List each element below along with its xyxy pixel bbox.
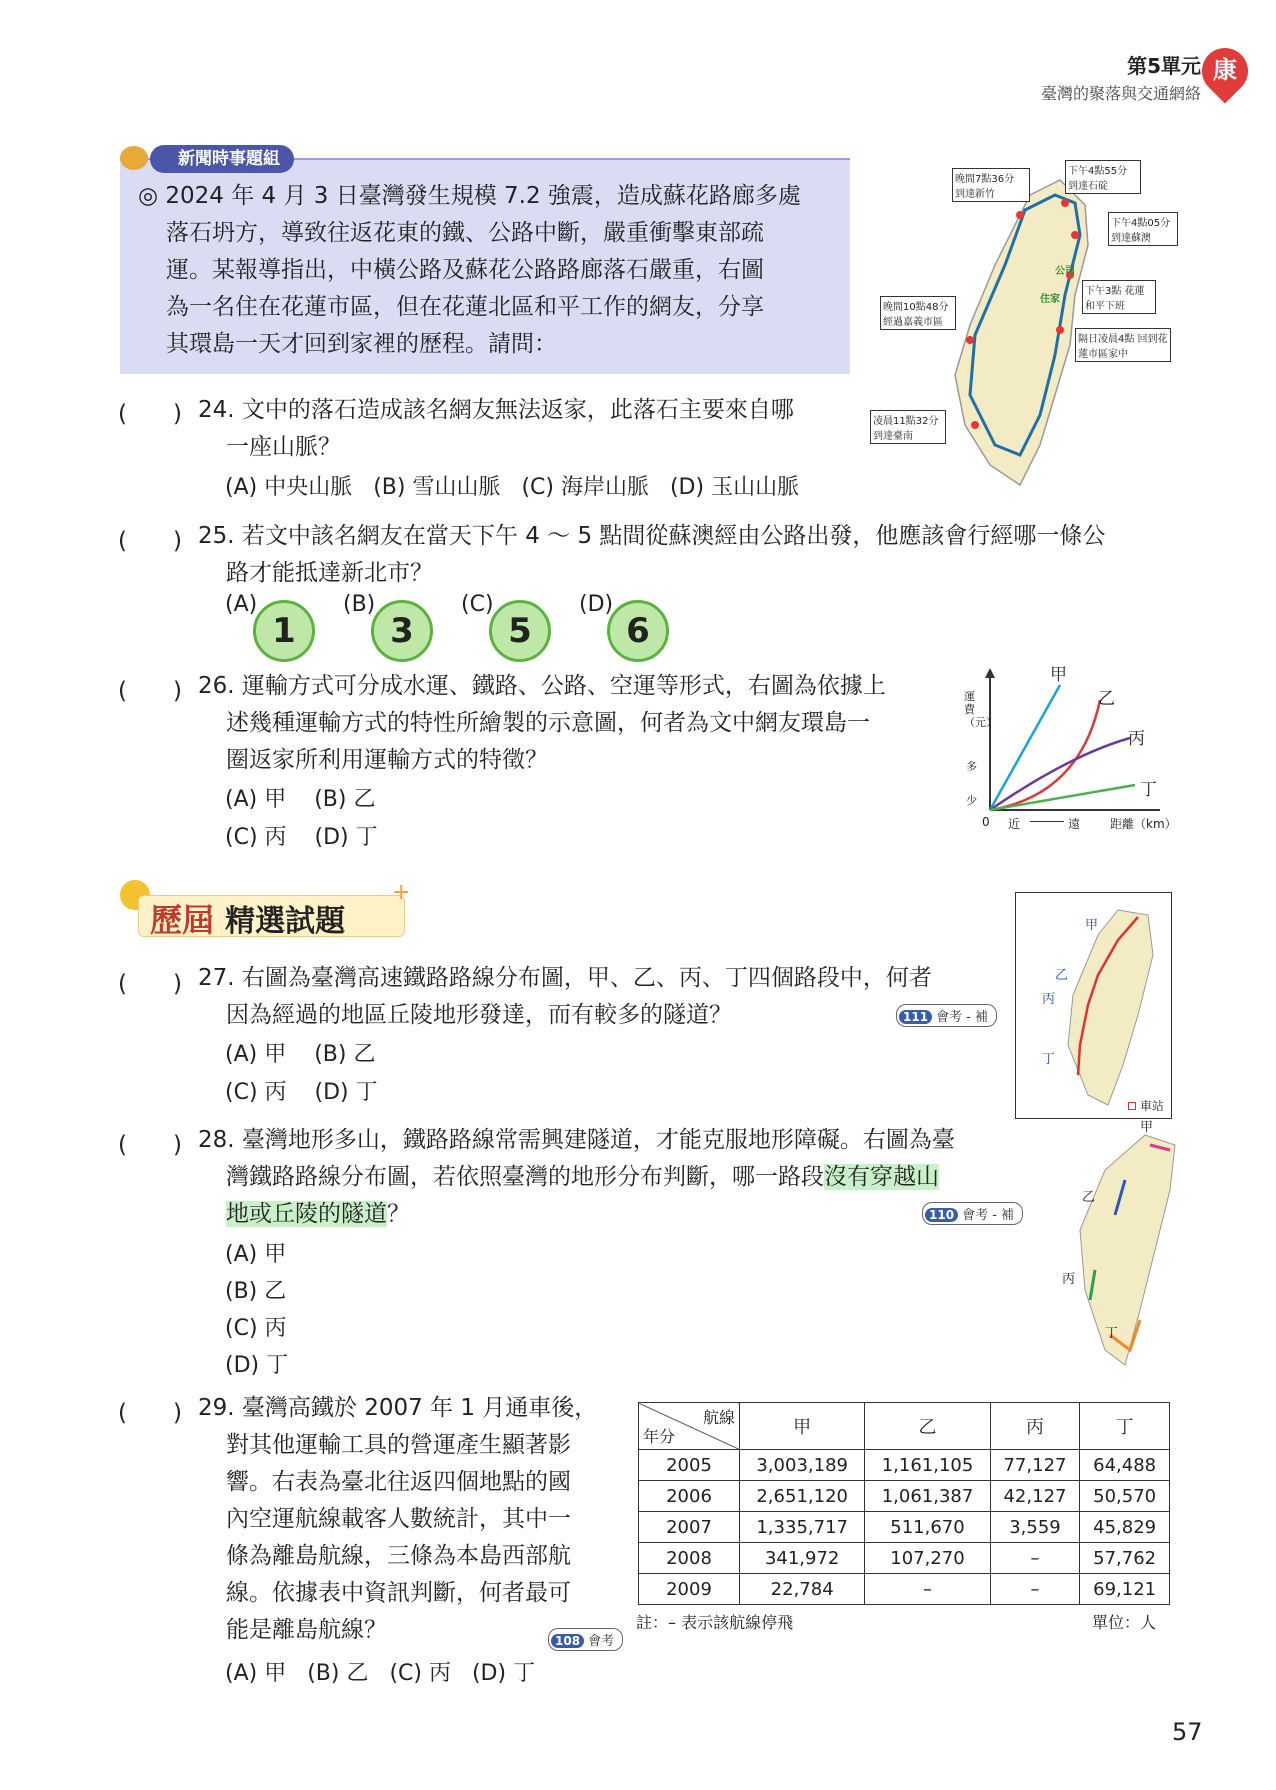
map-label: 丙 [1042, 992, 1056, 1007]
column-header: 丁 [1080, 1403, 1170, 1450]
map-label: 丁 [1105, 1326, 1119, 1341]
legend-text: 車站 [1139, 1099, 1164, 1113]
table-cell: 50,570 [1080, 1481, 1170, 1512]
table-cell: 3,003,189 [740, 1450, 865, 1481]
stop-dot [971, 421, 979, 429]
option[interactable]: (C) 丙 [389, 1661, 451, 1686]
q-line: 運輸方式可分成水運、鐵路、公路、空運等形式，右圖為依據上 [241, 673, 886, 699]
map-label: 下午4點55分 到達石碇 [1065, 160, 1141, 194]
table-cell: 42,127 [990, 1481, 1080, 1512]
x-near-label: 近 [1008, 817, 1021, 831]
q-line: 文中的落石造成該名網友無法返家，此落石主要來自哪 [241, 397, 794, 423]
map-label: 下午3點 花蓮和平下班 [1082, 280, 1156, 314]
q-number: 24. [198, 397, 235, 423]
option[interactable]: (A) 甲 [225, 1042, 287, 1067]
table-cell: 1,061,387 [865, 1481, 990, 1512]
map-label: 丁 [1042, 1052, 1056, 1067]
map-label-home: 住家 [1040, 294, 1060, 305]
taiwan-shape [1068, 910, 1153, 1105]
news-line: 其環島一天才回到家裡的歷程。請問： [166, 331, 557, 357]
railway-map [1030, 1120, 1180, 1380]
map-label: 乙 [1055, 968, 1069, 983]
highway-sign-icon[interactable]: 1 [253, 600, 315, 662]
option[interactable]: (D) 丁 [314, 1080, 378, 1105]
section-title [150, 895, 345, 941]
q-line: 內空運航線載客人數統計，其中一 [226, 1506, 571, 1532]
badge-text: 會考 - 補 [936, 1010, 989, 1025]
q-number: 28. [198, 1127, 235, 1153]
question-25 [198, 518, 1188, 592]
q26-options-row2 [225, 820, 378, 851]
map-label: 下午4點05分 到達蘇澳 [1108, 212, 1178, 246]
q-line: 一座山脈？ [226, 434, 341, 460]
option[interactable]: (D) 丁 [225, 1353, 289, 1378]
passenger-table [638, 1402, 1170, 1605]
map-label: 凌晨11點32分 到達臺南 [870, 410, 946, 444]
q-line: ？ [387, 1201, 410, 1227]
table-cell: 107,270 [865, 1543, 990, 1574]
badge-text: 會考 - 補 [962, 1208, 1015, 1223]
section-title-a: 歷屆 [150, 901, 215, 939]
option-letter[interactable]: (D) [579, 592, 614, 617]
station-legend-icon [1128, 1102, 1136, 1110]
table-row [639, 1543, 1170, 1574]
column-header: 乙 [865, 1403, 990, 1450]
q26-options-row1 [225, 782, 375, 813]
table-cell: 2008 [639, 1543, 740, 1574]
table-cell: 2005 [639, 1450, 740, 1481]
table-cell: 77,127 [990, 1450, 1080, 1481]
q-line: 條為離島航線，三條為本島西部航 [226, 1543, 571, 1569]
q27-options-row2 [225, 1075, 378, 1106]
question-27 [198, 960, 998, 1034]
answer-paren[interactable]: ( ) [118, 528, 182, 554]
option[interactable]: (D) 丁 [471, 1661, 536, 1686]
map-label: 甲 [1140, 1120, 1154, 1135]
table-cell: – [865, 1574, 990, 1605]
news-intro [138, 178, 848, 363]
map-legend [1128, 1097, 1164, 1114]
corner-top-label: 航線 [702, 1408, 735, 1427]
option[interactable]: (C) 海岸山脈 [521, 475, 649, 500]
series-label: 丁 [1140, 780, 1157, 800]
table-corner-cell [639, 1403, 740, 1450]
badge-text: 會考 [588, 1634, 615, 1649]
unit-header [1041, 50, 1201, 104]
section-title-b: 精選試題 [225, 904, 346, 939]
table-cell: 1,161,105 [865, 1450, 990, 1481]
exam-badge [896, 1004, 997, 1027]
stop-dot [966, 336, 974, 344]
column-header: 丙 [990, 1403, 1080, 1450]
q-number: 27. [198, 965, 235, 991]
table-cell: 511,670 [865, 1512, 990, 1543]
news-tag: 新聞時事題組 [150, 145, 294, 173]
stop-dot [1071, 231, 1079, 239]
highway-sign-icon[interactable]: 5 [489, 600, 551, 662]
logo-char: 康 [1213, 56, 1237, 84]
exam-badge [548, 1628, 623, 1651]
q-line: 路才能抵達新北市？ [226, 560, 433, 586]
option[interactable]: (A) 甲 [225, 787, 287, 812]
q-number: 26. [198, 673, 235, 699]
q-line: 灣鐵路路線分布圖，若依照臺灣的地形分布判斷，哪一路段 [226, 1164, 824, 1190]
highlight-text: 沒有穿越山 [824, 1164, 939, 1190]
highway-sign-icon[interactable]: 6 [607, 600, 669, 662]
answer-paren[interactable]: ( ) [118, 401, 182, 427]
option[interactable]: (A) 甲 [225, 1661, 287, 1686]
option-letter[interactable]: (A) [225, 592, 258, 617]
option[interactable]: (C) 丙 [225, 1080, 287, 1105]
table-row [639, 1481, 1170, 1512]
corner-bottom-label: 年分 [643, 1427, 676, 1446]
table-cell: 2009 [639, 1574, 740, 1605]
table-row [639, 1512, 1170, 1543]
option[interactable]: (B) 乙 [314, 1042, 376, 1067]
table-cell: 3,559 [990, 1512, 1080, 1543]
option[interactable]: (B) 乙 [314, 787, 376, 812]
q-line: 述幾種運輸方式的特性所繪製的示意圖，何者為文中網友環島一 [226, 710, 870, 736]
answer-paren[interactable]: ( ) [118, 1400, 182, 1426]
q-line: 線。依據表中資訊判斷，何者最可 [226, 1580, 571, 1606]
q-number: 25. [198, 523, 235, 549]
table-cell: 1,335,717 [740, 1512, 865, 1543]
planet-icon [120, 146, 148, 170]
table-cell: 45,829 [1080, 1512, 1170, 1543]
sparkle-icon: + [392, 880, 411, 905]
option[interactable]: (D) 丁 [314, 825, 378, 850]
answer-paren[interactable]: ( ) [118, 678, 182, 704]
map-label: 乙 [1082, 1190, 1096, 1205]
table-row [639, 1574, 1170, 1605]
option[interactable]: (B) 乙 [225, 1279, 287, 1304]
map-label: 晚間7點36分 到達新竹 [952, 168, 1030, 202]
map-label: 晚間10點48分 經過嘉義市區 [880, 296, 956, 330]
option[interactable]: (B) 乙 [307, 1661, 369, 1686]
q25-options [225, 592, 685, 662]
q-line: 能是離島航線？ [226, 1617, 387, 1643]
map-label: 丙 [1062, 1272, 1076, 1287]
q-number: 29. [198, 1395, 235, 1421]
table-cell: 2006 [639, 1481, 740, 1512]
highlight-text: 地或丘陵的隧道 [226, 1201, 387, 1227]
table-cell: 341,972 [740, 1543, 865, 1574]
table-cell: 22,784 [740, 1574, 865, 1605]
map-label-company: 公司 [1055, 266, 1075, 277]
table-unit: 單位：人 [1092, 1613, 1157, 1632]
table-cell: 2,651,120 [740, 1481, 865, 1512]
q24-options [225, 470, 799, 501]
question-28 [198, 1122, 1018, 1233]
q27-options-row1 [225, 1037, 375, 1068]
badge-year: 111 [899, 1010, 932, 1024]
series-line-ding [990, 785, 1135, 810]
question-24 [198, 392, 858, 466]
q28-options [225, 1236, 288, 1384]
y-less-label: 少 [966, 794, 977, 807]
y-arrow-icon [985, 668, 995, 678]
q-line: 因為經過的地區丘陵地形發達，而有較多的隧道？ [226, 1002, 732, 1028]
map-label: 隔日凌晨4點 回到花蓮市區家中 [1075, 328, 1171, 362]
stop-dot [1056, 326, 1064, 334]
news-line: 為一名住在花蓮市區，但在花蓮北區和平工作的網友，分享 [166, 294, 764, 320]
option-letter[interactable]: (B) [343, 592, 376, 617]
news-line: 運。某報導指出，中橫公路及蘇花公路路廊落石嚴重，右圖 [166, 257, 764, 283]
series-label: 甲 [1050, 665, 1067, 685]
question-29 [198, 1390, 628, 1649]
cost-distance-chart [960, 660, 1180, 835]
table-cell: 69,121 [1080, 1574, 1170, 1605]
x-far-label: 遠 [1068, 817, 1081, 831]
table-cell: – [990, 1543, 1080, 1574]
origin-label: 0 [982, 815, 990, 829]
table-header-row [639, 1403, 1170, 1450]
option[interactable]: (B) 雪山山脈 [373, 475, 501, 500]
x-axis-label: 距離（km） [1110, 817, 1177, 831]
highway-sign-icon[interactable]: 3 [371, 600, 433, 662]
series-line-jia [990, 685, 1060, 810]
unit-subtitle: 臺灣的聚落與交通網絡 [1040, 84, 1201, 103]
q-line: 響。右表為臺北往返四個地點的國 [226, 1469, 571, 1495]
series-label: 乙 [1098, 689, 1115, 709]
series-label: 丙 [1128, 729, 1145, 749]
unit-title: 第5單元 [1127, 54, 1201, 78]
table-cell: 57,762 [1080, 1543, 1170, 1574]
question-26 [198, 668, 958, 779]
table-row [639, 1450, 1170, 1481]
stop-dot [1061, 199, 1069, 207]
answer-paren[interactable]: ( ) [118, 971, 182, 997]
table-cell: – [990, 1574, 1080, 1605]
stop-dot [1016, 211, 1024, 219]
news-line: ◎ 2024 年 4 月 3 日臺灣發生規模 7.2 強震，造成蘇花路廊多處 [138, 183, 801, 209]
x-arrow-icon [1030, 821, 1064, 822]
answer-paren[interactable]: ( ) [118, 1132, 182, 1158]
y-more-label: 多 [966, 760, 977, 773]
q-line: 圈返家所利用運輸方式的特徵？ [226, 747, 548, 773]
exam-badge [922, 1202, 1023, 1225]
option[interactable]: (C) 丙 [225, 825, 287, 850]
option[interactable]: (A) 中央山脈 [225, 475, 353, 500]
q-line: 對其他運輸工具的營運產生顯著影 [226, 1432, 571, 1458]
page-number: 57 [1172, 1718, 1203, 1746]
q29-options [225, 1656, 535, 1687]
q-line: 右圖為臺灣高速鐵路路線分布圖，甲、乙、丙、丁四個路段中，何者 [241, 965, 932, 991]
option[interactable]: (A) 甲 [225, 1242, 287, 1267]
option[interactable]: (D) 玉山山脈 [669, 475, 800, 500]
table-cell: 2007 [639, 1512, 740, 1543]
q-line: 若文中該名網友在當天下午 4 ～ 5 點間從蘇澳經由公路出發，他應該會行經哪一條公 [241, 523, 1106, 549]
map-label: 甲 [1085, 918, 1099, 933]
option[interactable]: (C) 丙 [225, 1316, 287, 1341]
option-letter[interactable]: (C) [461, 592, 494, 617]
badge-year: 110 [925, 1208, 958, 1222]
table-note: 註：– 表示該航線停飛 [636, 1613, 794, 1632]
column-header: 甲 [740, 1403, 865, 1450]
q-line: 臺灣高鐵於 2007 年 1 月通車後， [241, 1395, 598, 1421]
table-cell: 64,488 [1080, 1450, 1170, 1481]
y-axis-label: 運費（元） [964, 690, 997, 729]
taiwan-shape [1080, 1135, 1175, 1365]
news-line: 落石坍方，導致往返花東的鐵、公路中斷，嚴重衝擊東部疏 [166, 220, 764, 246]
q-line: 臺灣地形多山，鐵路路線常需興建隧道，才能克服地形障礙。右圖為臺 [241, 1127, 955, 1153]
badge-year: 108 [551, 1634, 584, 1648]
